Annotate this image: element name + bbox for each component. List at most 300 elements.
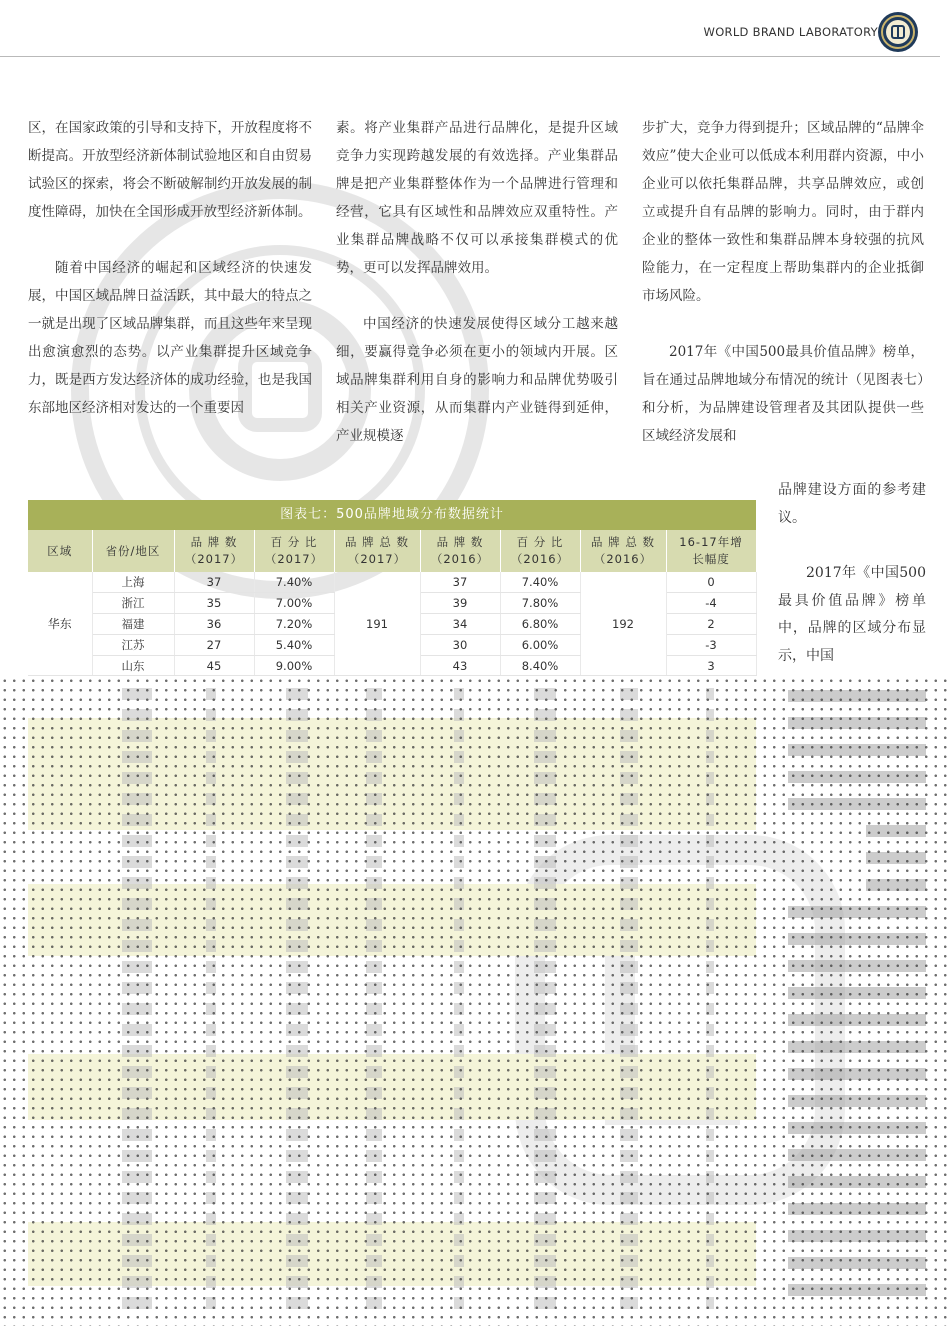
percent-2017-cell: 7.20% xyxy=(254,614,334,635)
obscured-cell xyxy=(534,814,556,826)
obscured-cell xyxy=(454,730,464,742)
obscured-cell xyxy=(206,940,216,952)
obscured-cell xyxy=(366,772,382,784)
obscured-cell xyxy=(620,1192,638,1204)
obscured-cell xyxy=(706,1213,714,1225)
obscured-cell xyxy=(122,1192,152,1204)
obscured-text-line xyxy=(866,852,926,864)
obscured-cell xyxy=(620,1045,638,1057)
obscured-cell xyxy=(206,1213,216,1225)
obscured-cell xyxy=(206,1234,216,1246)
header-count-2017: 品 牌 数 （2017） xyxy=(174,530,254,572)
obscured-cell xyxy=(286,709,308,721)
obscured-cell xyxy=(122,709,152,721)
obscured-cell xyxy=(454,856,464,868)
header-count-2016: 品 牌 数 （2016） xyxy=(420,530,500,572)
province-cell: 福建 xyxy=(92,614,174,635)
article-column-1 xyxy=(28,114,312,450)
obscured-cell xyxy=(620,1066,638,1078)
obscured-cell xyxy=(122,961,152,973)
obscured-cell xyxy=(454,1066,464,1078)
obscured-cell xyxy=(706,793,714,805)
obscured-cell xyxy=(620,856,638,868)
obscured-cell xyxy=(454,772,464,784)
obscured-cell xyxy=(122,940,152,952)
obscured-cell xyxy=(706,940,714,952)
obscured-text-line xyxy=(788,1041,926,1053)
obscured-text-line xyxy=(788,987,926,999)
obscured-cell xyxy=(366,688,382,700)
article-column-2 xyxy=(336,114,618,478)
obscured-cell xyxy=(286,1213,308,1225)
growth-cell: -3 xyxy=(666,634,756,655)
obscured-cell xyxy=(706,751,714,763)
percent-2016-cell: 7.80% xyxy=(500,593,580,614)
obscured-cell xyxy=(286,1003,308,1015)
paragraph: 区，在国家政策的引导和支持下，开放程度将不断提高。开放型经济新体制试验地区和自由贸易试验区的探索，将会不断破解制约开放发展的制度性障碍，加快在全国形成开放型经济新体制。 xyxy=(28,120,312,220)
obscured-cell xyxy=(206,1129,216,1141)
table-title: 图表七：500品牌地域分布数据统计 xyxy=(28,500,756,530)
obscured-cell xyxy=(706,1171,714,1183)
obscured-cell xyxy=(620,688,638,700)
obscured-cell xyxy=(286,1087,308,1099)
obscured-cell xyxy=(206,1171,216,1183)
obscured-cell xyxy=(534,1024,556,1036)
header-title: WORLD BRAND LABORATORY xyxy=(703,25,878,39)
obscured-cell xyxy=(454,1255,464,1267)
count-2017-cell: 45 xyxy=(174,655,254,676)
obscured-cell xyxy=(286,688,308,700)
obscured-cell xyxy=(706,1108,714,1120)
obscured-cell xyxy=(706,1234,714,1246)
header-region: 区域 xyxy=(28,530,92,572)
obscured-cell xyxy=(366,751,382,763)
obscured-text-line xyxy=(866,825,926,837)
obscured-cell xyxy=(286,877,308,889)
province-cell: 江苏 xyxy=(92,634,174,655)
obscured-cell xyxy=(706,688,714,700)
obscured-cell xyxy=(706,1192,714,1204)
obscured-cell xyxy=(122,793,152,805)
obscured-cell xyxy=(706,982,714,994)
obscured-cell xyxy=(206,688,216,700)
obscured-cell xyxy=(620,1003,638,1015)
obscured-cell xyxy=(286,1129,308,1141)
obscured-cell xyxy=(534,1150,556,1162)
obscured-cell xyxy=(366,1066,382,1078)
obscured-cell xyxy=(534,919,556,931)
obscured-cell xyxy=(122,1003,152,1015)
obscured-cell xyxy=(122,772,152,784)
obscured-cell xyxy=(454,898,464,910)
obscured-cell xyxy=(286,772,308,784)
total-2016-cell: 192 xyxy=(580,572,666,676)
obscured-cell xyxy=(286,919,308,931)
obscured-cell xyxy=(122,856,152,868)
obscured-cell xyxy=(620,1276,638,1288)
obscured-cell xyxy=(620,1234,638,1246)
obscured-text-line xyxy=(788,798,926,810)
obscured-cell xyxy=(706,1150,714,1162)
growth-cell: 2 xyxy=(666,614,756,635)
obscured-cell xyxy=(206,1192,216,1204)
obscured-text-line xyxy=(788,690,926,702)
obscured-cell xyxy=(206,877,216,889)
obscured-cell xyxy=(366,1087,382,1099)
obscured-cell xyxy=(366,1297,382,1309)
obscured-cell xyxy=(454,1003,464,1015)
wbl-seal-icon xyxy=(876,10,920,54)
table-row xyxy=(28,572,756,593)
obscured-cell xyxy=(286,751,308,763)
page-header xyxy=(0,0,950,62)
obscured-cell xyxy=(366,1234,382,1246)
province-cell: 浙江 xyxy=(92,593,174,614)
growth-cell: 3 xyxy=(666,655,756,676)
obscured-cell xyxy=(454,982,464,994)
header-divider xyxy=(0,56,940,57)
paragraph: 步扩大，竞争力得到提升；区域品牌的“品牌伞效应”使大企业可以低成本利用群内资源，中小企业可以依托集群品牌，共享品牌效应，或创立或提升自有品牌的影响力。同时，由于群内企业的整体一致性和集群品牌本身较强的抗风险能力，在一定程度上帮助集群内的企业抵御市场风险。 xyxy=(642,120,924,304)
obscured-cell xyxy=(534,1066,556,1078)
obscured-cell xyxy=(366,730,382,742)
percent-2017-cell: 7.40% xyxy=(254,572,334,593)
obscured-cell xyxy=(366,793,382,805)
percent-2016-cell: 6.00% xyxy=(500,634,580,655)
obscured-text-line xyxy=(788,1122,926,1134)
obscured-cell xyxy=(454,835,464,847)
obscured-cell xyxy=(454,940,464,952)
obscured-cell xyxy=(366,814,382,826)
obscured-cell xyxy=(122,1213,152,1225)
obscured-cell xyxy=(620,1150,638,1162)
obscured-cell xyxy=(620,751,638,763)
obscured-cell xyxy=(366,877,382,889)
obscured-cell xyxy=(454,814,464,826)
obscured-cell xyxy=(706,1276,714,1288)
obscured-cell xyxy=(366,709,382,721)
obscured-cell xyxy=(122,1255,152,1267)
obscured-cell xyxy=(286,1171,308,1183)
obscured-cell xyxy=(620,1129,638,1141)
obscured-cell xyxy=(620,1171,638,1183)
obscured-cell xyxy=(122,877,152,889)
obscured-cell xyxy=(534,772,556,784)
obscured-cell xyxy=(206,1003,216,1015)
obscured-cell xyxy=(286,1192,308,1204)
obscured-cell xyxy=(534,688,556,700)
obscured-cell xyxy=(534,940,556,952)
obscured-cell xyxy=(206,982,216,994)
header-percent-2017: 百 分 比 （2017） xyxy=(254,530,334,572)
header-growth: 16-17年增 长幅度 xyxy=(666,530,756,572)
obscured-cell xyxy=(454,1087,464,1099)
obscured-cell xyxy=(206,1297,216,1309)
obscured-cell xyxy=(534,877,556,889)
obscured-cell xyxy=(706,835,714,847)
obscured-cell xyxy=(366,1108,382,1120)
count-2017-cell: 36 xyxy=(174,614,254,635)
obscured-cell xyxy=(534,751,556,763)
obscured-cell xyxy=(454,1150,464,1162)
obscured-cell xyxy=(706,1024,714,1036)
total-2017-cell: 191 xyxy=(334,572,420,676)
obscured-cell xyxy=(706,919,714,931)
obscured-cell xyxy=(454,1192,464,1204)
obscured-cell xyxy=(534,898,556,910)
obscured-cell xyxy=(286,1108,308,1120)
data-table xyxy=(28,530,757,676)
obscured-cell xyxy=(620,877,638,889)
obscured-cell xyxy=(286,793,308,805)
province-cell: 上海 xyxy=(92,572,174,593)
percent-2016-cell: 6.80% xyxy=(500,614,580,635)
obscured-text-line xyxy=(788,1230,926,1242)
obscured-text-line xyxy=(788,1284,926,1296)
count-2016-cell: 39 xyxy=(420,593,500,614)
obscured-cell xyxy=(454,1276,464,1288)
obscured-cell xyxy=(534,1297,556,1309)
header-total-2017: 品 牌 总 数 （2017） xyxy=(334,530,420,572)
obscured-cell xyxy=(454,1297,464,1309)
obscured-cell xyxy=(286,940,308,952)
obscured-cell xyxy=(122,835,152,847)
obscured-text-line xyxy=(788,1095,926,1107)
obscured-cell xyxy=(122,1045,152,1057)
obscured-cell xyxy=(366,982,382,994)
obscured-cell xyxy=(286,1276,308,1288)
count-2016-cell: 34 xyxy=(420,614,500,635)
obscured-cell xyxy=(366,856,382,868)
obscured-cell xyxy=(206,772,216,784)
obscured-cell xyxy=(620,1024,638,1036)
obscured-text-line xyxy=(788,717,926,729)
obscured-cell xyxy=(706,1297,714,1309)
obscured-cell xyxy=(534,793,556,805)
obscured-cell xyxy=(206,730,216,742)
obscured-text-line xyxy=(788,1149,926,1161)
obscured-cell xyxy=(122,1108,152,1120)
obscured-cell xyxy=(206,1024,216,1036)
brand-distribution-table xyxy=(28,500,756,676)
obscured-text-line xyxy=(788,1203,926,1215)
obscured-cell xyxy=(534,982,556,994)
obscured-cell xyxy=(122,1276,152,1288)
obscured-cell xyxy=(620,1087,638,1099)
obscured-text-line xyxy=(788,744,926,756)
obscured-cell xyxy=(706,772,714,784)
article-column-4 xyxy=(778,477,926,698)
paragraph: 2017年《中国500最具价值品牌》榜单中，品牌的区域分布显示，中国 xyxy=(778,565,926,664)
obscured-cell xyxy=(454,793,464,805)
obscured-cell xyxy=(206,1276,216,1288)
count-2016-cell: 43 xyxy=(420,655,500,676)
count-2017-cell: 27 xyxy=(174,634,254,655)
obscured-cell xyxy=(620,940,638,952)
percent-2017-cell: 5.40% xyxy=(254,634,334,655)
obscured-cell xyxy=(286,1255,308,1267)
obscured-cell xyxy=(286,1045,308,1057)
obscured-cell xyxy=(206,1108,216,1120)
article-column-3 xyxy=(642,114,924,478)
obscured-cell xyxy=(454,1108,464,1120)
obscured-cell xyxy=(454,919,464,931)
obscured-cell xyxy=(454,1024,464,1036)
paragraph: 品牌建设方面的参考建议。 xyxy=(778,482,926,526)
obscured-text-line xyxy=(788,933,926,945)
obscured-text-line xyxy=(788,771,926,783)
paragraph: 2017年《中国500最具价值品牌》榜单，旨在通过品牌地域分布情况的统计（见图表七）和分析，为品牌建设管理者及其团队提供一些区域经济发展和 xyxy=(642,344,924,444)
obscured-cell xyxy=(534,1171,556,1183)
obscured-cell xyxy=(366,898,382,910)
obscured-cell xyxy=(706,898,714,910)
obscured-cell xyxy=(706,961,714,973)
obscured-cell xyxy=(534,856,556,868)
obscured-cell xyxy=(454,961,464,973)
obscured-cell xyxy=(206,898,216,910)
obscured-cell xyxy=(206,835,216,847)
obscured-cell xyxy=(454,1213,464,1225)
obscured-cell xyxy=(454,1234,464,1246)
obscured-cell xyxy=(122,1234,152,1246)
obscured-cell xyxy=(286,961,308,973)
obscured-cell xyxy=(620,814,638,826)
obscured-cell xyxy=(620,772,638,784)
obscured-cell xyxy=(206,814,216,826)
obscured-cell xyxy=(706,856,714,868)
obscured-cell xyxy=(534,709,556,721)
obscured-cell xyxy=(366,1129,382,1141)
obscured-text-line xyxy=(788,960,926,972)
obscured-cell xyxy=(366,835,382,847)
obscured-cell xyxy=(206,793,216,805)
paragraph: 随着中国经济的崛起和区域经济的快速发展，中国区域品牌日益活跃，其中最大的特点之一就是出现了区域品牌集群，而且这些年来呈现出愈演愈烈的态势。以产业集群提升区域竞争力，既是西方发达经济体的成功经验，也是我国东部地区经济相对发达的一个重要因 xyxy=(28,260,312,416)
obscured-cell xyxy=(706,877,714,889)
obscured-cell xyxy=(122,1171,152,1183)
province-cell: 山东 xyxy=(92,655,174,676)
obscured-cell xyxy=(620,898,638,910)
obscured-cell xyxy=(454,877,464,889)
obscured-text-line xyxy=(788,1068,926,1080)
header-percent-2016: 百 分 比 （2016） xyxy=(500,530,580,572)
obscured-cell xyxy=(706,814,714,826)
obscured-cell xyxy=(620,1297,638,1309)
obscured-cell xyxy=(122,1066,152,1078)
obscured-cell xyxy=(706,1087,714,1099)
obscured-cell xyxy=(534,961,556,973)
obscured-cell xyxy=(366,1171,382,1183)
obscured-cell xyxy=(366,1045,382,1057)
obscured-cell xyxy=(206,1087,216,1099)
obscured-cell xyxy=(620,982,638,994)
obscured-cell xyxy=(286,814,308,826)
obscured-cell xyxy=(122,919,152,931)
obscured-cell xyxy=(706,1129,714,1141)
obscured-cell xyxy=(454,751,464,763)
obscured-cell xyxy=(286,1066,308,1078)
obscured-cell xyxy=(366,961,382,973)
obscured-cell xyxy=(286,982,308,994)
growth-cell: -4 xyxy=(666,593,756,614)
obscured-cell xyxy=(206,1045,216,1057)
obscured-cell xyxy=(206,709,216,721)
table-header-row xyxy=(28,530,756,572)
obscured-cell xyxy=(286,856,308,868)
obscured-cell xyxy=(286,1234,308,1246)
obscured-cell xyxy=(286,1297,308,1309)
obscured-cell xyxy=(122,688,152,700)
obscured-cell xyxy=(206,1150,216,1162)
obscured-cell xyxy=(206,1255,216,1267)
obscured-cell xyxy=(366,940,382,952)
percent-2016-cell: 7.40% xyxy=(500,572,580,593)
obscured-cell xyxy=(620,919,638,931)
percent-2017-cell: 9.00% xyxy=(254,655,334,676)
obscured-cell xyxy=(122,1297,152,1309)
obscured-cell xyxy=(534,1129,556,1141)
obscured-cell xyxy=(454,1129,464,1141)
obscured-cell xyxy=(122,898,152,910)
obscured-cell xyxy=(206,961,216,973)
obscured-text-line xyxy=(788,906,926,918)
obscured-cell xyxy=(706,709,714,721)
obscured-cell xyxy=(366,919,382,931)
obscured-cell xyxy=(534,1276,556,1288)
obscured-cell xyxy=(454,688,464,700)
obscured-cell xyxy=(206,1066,216,1078)
obscured-cell xyxy=(706,1066,714,1078)
obscured-cell xyxy=(286,1024,308,1036)
obscured-cell xyxy=(122,814,152,826)
obscured-cell xyxy=(620,1255,638,1267)
obscured-cell xyxy=(706,730,714,742)
obscured-cell xyxy=(534,1003,556,1015)
obscured-cell xyxy=(286,835,308,847)
obscured-cell xyxy=(366,1024,382,1036)
obscured-cell xyxy=(534,1108,556,1120)
obscured-cell xyxy=(620,1213,638,1225)
obscured-text-line xyxy=(788,1176,926,1188)
obscured-cell xyxy=(706,1003,714,1015)
obscured-cell xyxy=(366,1255,382,1267)
obscured-cell xyxy=(620,961,638,973)
count-2016-cell: 37 xyxy=(420,572,500,593)
obscured-cell xyxy=(206,919,216,931)
obscured-cell xyxy=(122,982,152,994)
header-total-2016: 品 牌 总 数 （2016） xyxy=(580,530,666,572)
obscured-cell xyxy=(366,1150,382,1162)
obscured-cell xyxy=(454,709,464,721)
obscured-cell xyxy=(366,1213,382,1225)
obscured-cell xyxy=(206,856,216,868)
obscured-cell xyxy=(534,1255,556,1267)
paragraph: 中国经济的快速发展使得区域分工越来越细，要赢得竞争必须在更小的领域内开展。区域品牌集群利用自身的影响力和品牌优势吸引相关产业资源，从而集群内产业链得到延伸，产业规模逐 xyxy=(336,316,618,444)
obscured-cell xyxy=(366,1003,382,1015)
count-2017-cell: 35 xyxy=(174,593,254,614)
obscured-cell xyxy=(620,1108,638,1120)
obscured-cell xyxy=(122,730,152,742)
obscured-cell xyxy=(286,730,308,742)
obscured-text-line xyxy=(788,1257,926,1269)
obscured-cell xyxy=(620,793,638,805)
obscured-cell xyxy=(534,1213,556,1225)
obscured-text-line xyxy=(788,1014,926,1026)
obscured-cell xyxy=(122,1129,152,1141)
obscured-cell xyxy=(122,1087,152,1099)
obscured-cell xyxy=(706,1045,714,1057)
paragraph: 素。将产业集群产品进行品牌化，是提升区域竞争力实现跨越发展的有效选择。产业集群品牌是把产业集群整体作为一个品牌进行管理和经营，它具有区域性和品牌效应双重特性。产业集群品牌战略不仅可以承接集群模式的优势，更可以发挥品牌效用。 xyxy=(336,120,618,276)
obscured-cell xyxy=(534,1087,556,1099)
obscured-cell xyxy=(454,1045,464,1057)
